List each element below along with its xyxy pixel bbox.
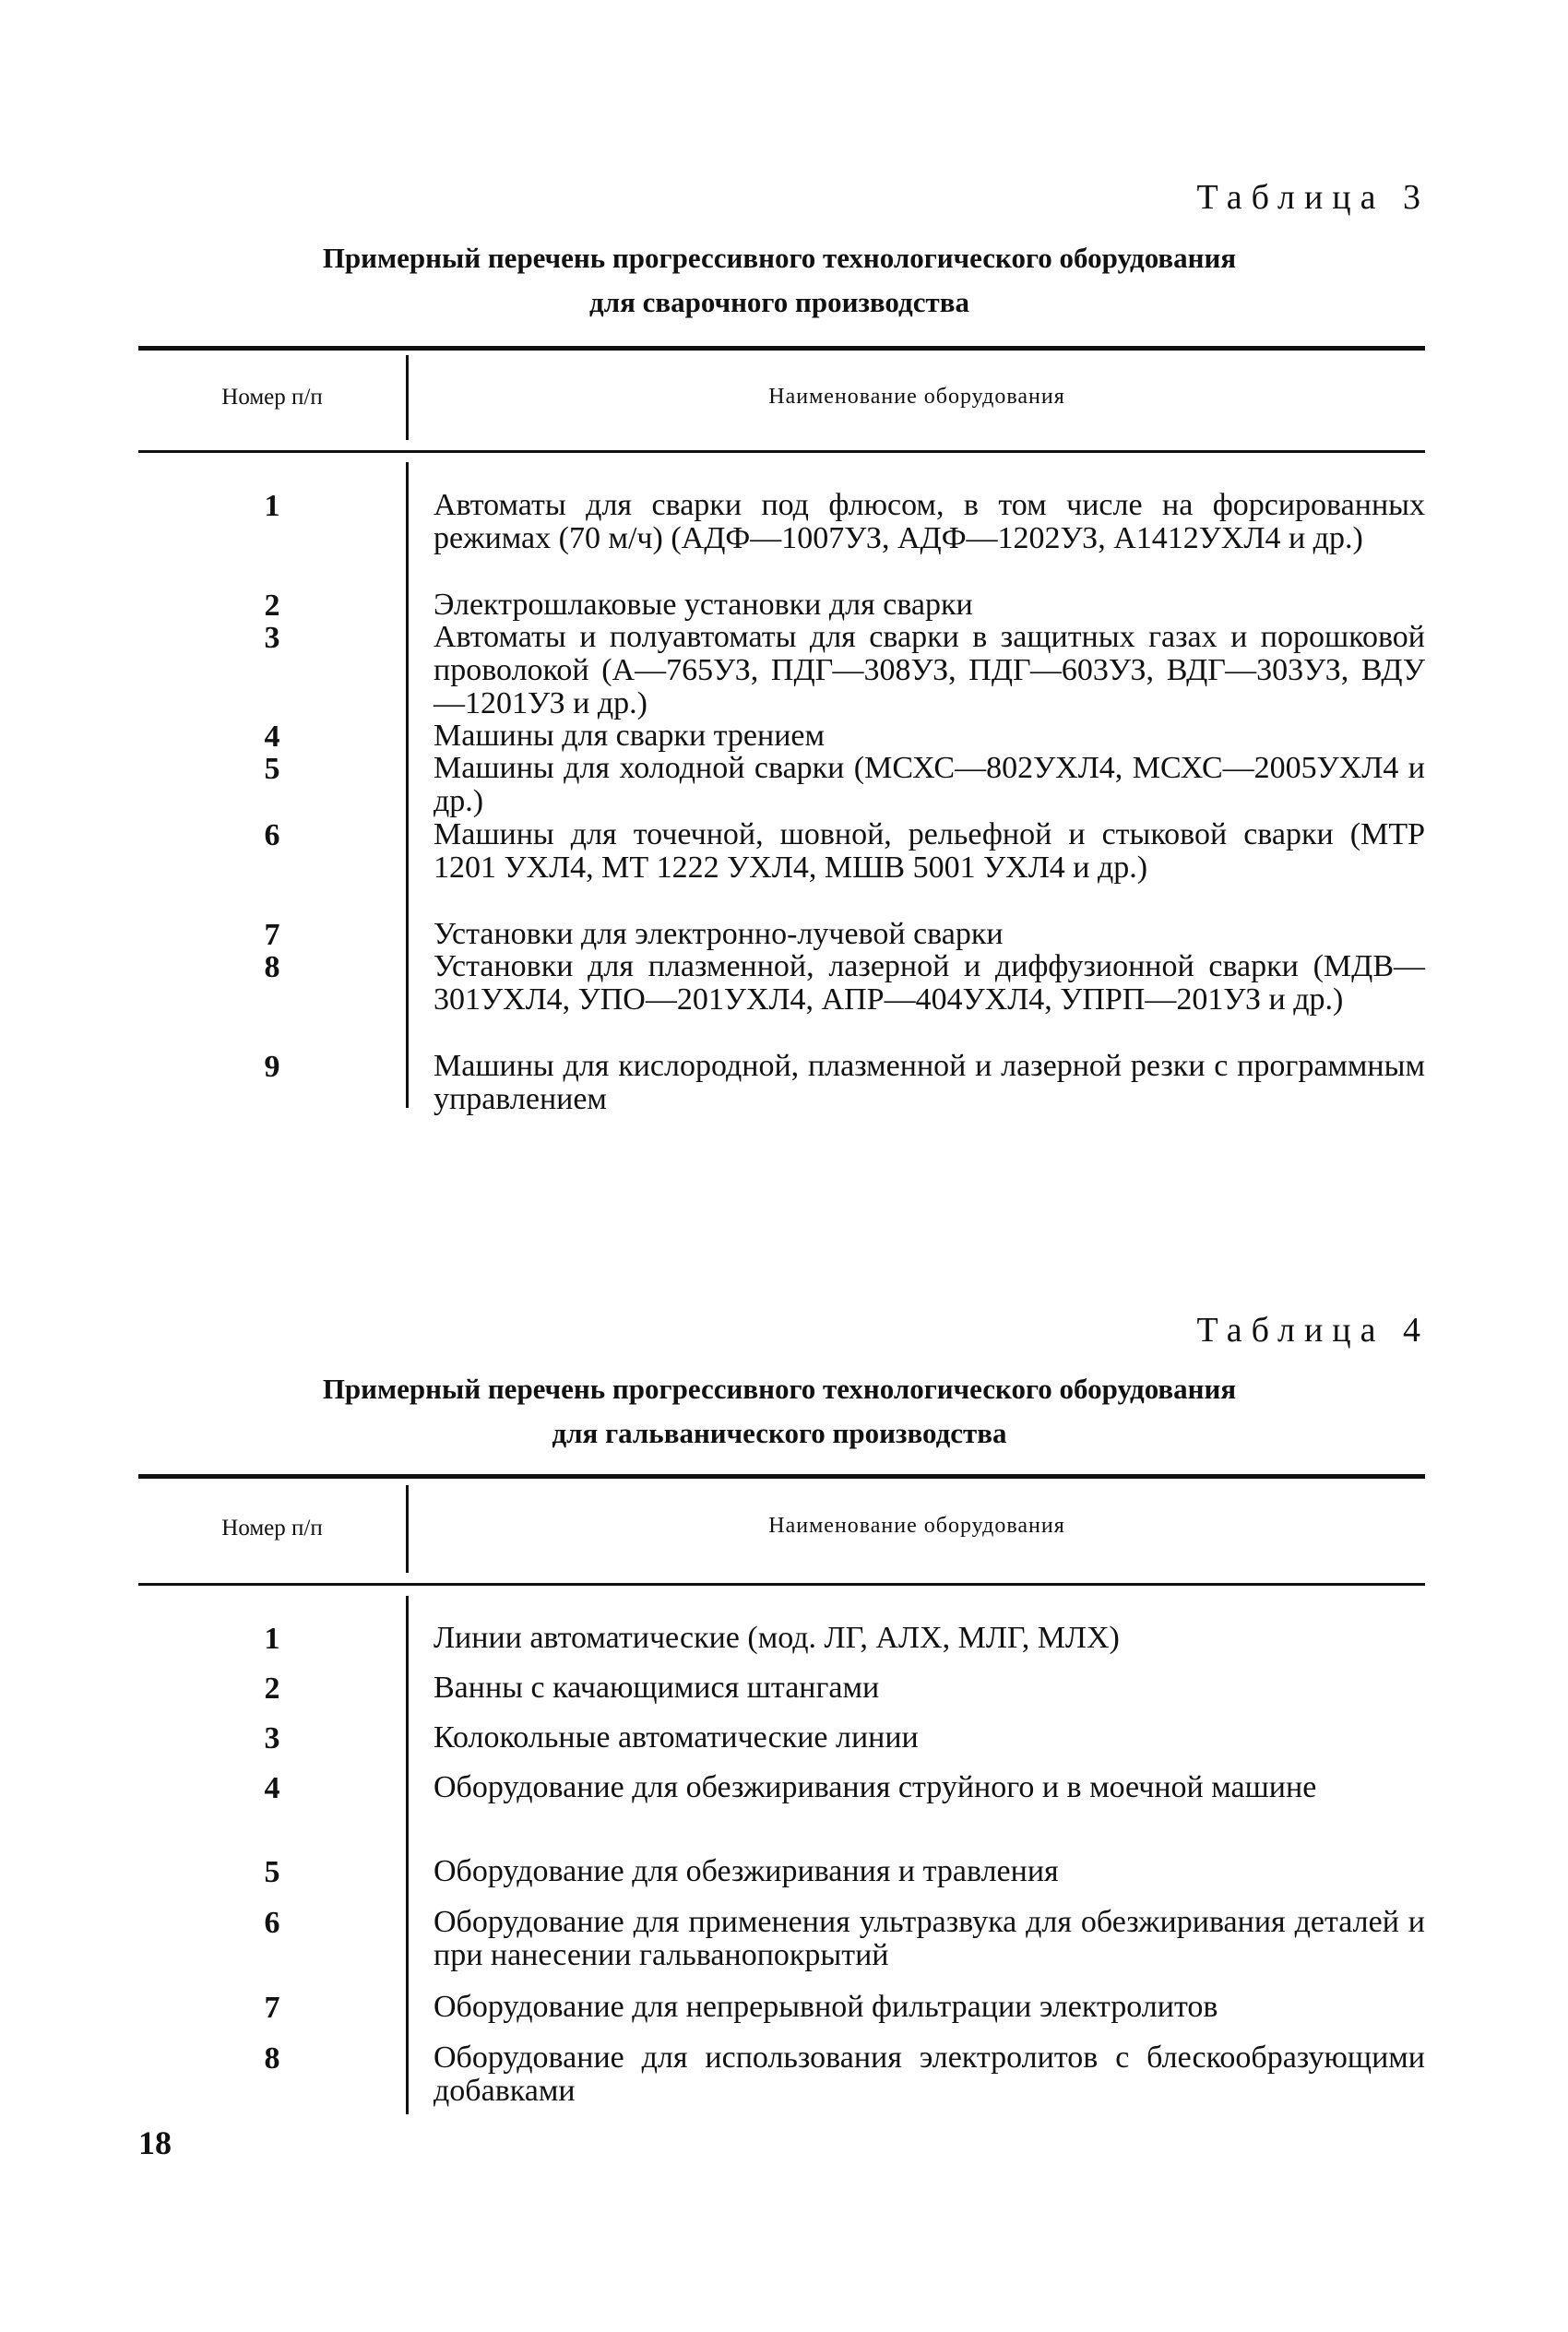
table-4-label: Таблица 4 [1196, 1311, 1430, 1350]
row-number: 3 [264, 1721, 280, 1755]
row-text: Машины для точечной, шовной, рельефной и стыковой сварки (МТР 1201 УХЛ4, МТ 1222 УХЛ4, МШВ 5001 УХЛ4 и др.) [434, 817, 1425, 885]
row-text: Установки для электронно-лучевой сварки [434, 917, 1004, 951]
table-4 [138, 1474, 1425, 2120]
row-text: Оборудование для использования электролитов с блескообразующими добавками [434, 2040, 1425, 2108]
row-number: 3 [264, 621, 280, 655]
row-text: Установки для плазменной, лазерной и диффузионной сварки (МДВ—301УХЛ4, УПО—201УХЛ4, АПР—404УХЛ4, УПРП—201УЗ и др.) [434, 949, 1425, 1017]
table-4-header-name: Наименование оборудования [768, 1514, 1065, 1538]
table-3-title-line-1: Примерный перечень прогрессивного технологического оборудования [322, 242, 1237, 274]
row-text: Оборудование для обезжиривания и травления [434, 1854, 1059, 1888]
row-text: Машины для сварки трением [434, 719, 826, 753]
row-text: Электрошлаковые установки для сварки [434, 588, 973, 622]
row-text: Машины для холодной сварки (МСХС—802УХЛ4, МСХС—2005УХЛ4 и др.) [434, 751, 1425, 818]
row-number: 9 [264, 1050, 280, 1084]
row-text: Автоматы для сварки под флюсом, в том числе на форсированных режимах (70 м/ч) (АДФ—1007УЗ, АДФ—1202УЗ, А1412УХЛ4 и др.) [434, 488, 1425, 555]
table-4-title-line-2: для гальванического производства [552, 1417, 1007, 1449]
row-number: 1 [264, 489, 280, 523]
table-3-top-rule [138, 346, 1425, 351]
table-4-top-rule [138, 1474, 1425, 1479]
row-number: 4 [264, 720, 280, 754]
table-4-title [138, 1367, 1420, 1456]
page-number: 18 [138, 2124, 172, 2161]
row-number: 7 [264, 1991, 280, 2025]
row-text: Колокольные автоматические линии [434, 1720, 919, 1755]
row-number: 5 [264, 752, 280, 786]
table-3 [138, 346, 1425, 1116]
row-text: Автоматы и полуавтоматы для сварки в защитных газах и порошковой проволокой (А—765УЗ, ПДГ—308УЗ, ПДГ—603УЗ, ВДГ—303УЗ, ВДУ—1201УЗ и др.) [434, 620, 1425, 720]
table-4-header-rule [138, 1583, 1425, 1586]
table-4-title-line-1: Примерный перечень прогрессивного технологического оборудования [322, 1373, 1237, 1405]
table-3-header-name: Наименование оборудования [768, 385, 1065, 409]
table-3-label: Таблица 3 [1196, 178, 1430, 217]
row-text: Оборудование для применения ультразвука для обезжиривания деталей и при нанесении гальванопокрытий [434, 1905, 1425, 1972]
row-number: 5 [264, 1855, 280, 1889]
row-number: 8 [264, 950, 280, 984]
table-4-header-number: Номер п/п [221, 1516, 323, 1541]
row-text: Машины для кислородной, плазменной и лазерной резки с программным управлением [434, 1049, 1425, 1116]
table-3-title-line-2: для сварочного производства [589, 286, 969, 318]
row-text: Оборудование для обезжиривания струйного и в моечной машине [434, 1770, 1317, 1804]
table-3-body-divider [406, 462, 409, 1108]
row-number: 2 [264, 1672, 280, 1706]
table-3-title [138, 236, 1420, 325]
table-3-header-rule [138, 450, 1425, 453]
row-number: 6 [264, 818, 280, 852]
table-4-body-divider [406, 1596, 409, 2114]
row-text: Линии автоматические (мод. ЛГ, АЛХ, МЛГ, МЛХ) [434, 1621, 1120, 1655]
row-text: Ванны с качающимися штангами [434, 1671, 880, 1705]
row-number: 6 [264, 1906, 280, 1940]
row-number: 4 [264, 1771, 280, 1805]
table-3-header-number: Номер п/п [221, 385, 323, 410]
row-text: Оборудование для непрерывной фильтрации электролитов [434, 1990, 1218, 2024]
row-number: 8 [264, 2041, 280, 2076]
row-number: 7 [264, 918, 280, 952]
row-number: 1 [264, 1622, 280, 1656]
row-number: 2 [264, 589, 280, 623]
